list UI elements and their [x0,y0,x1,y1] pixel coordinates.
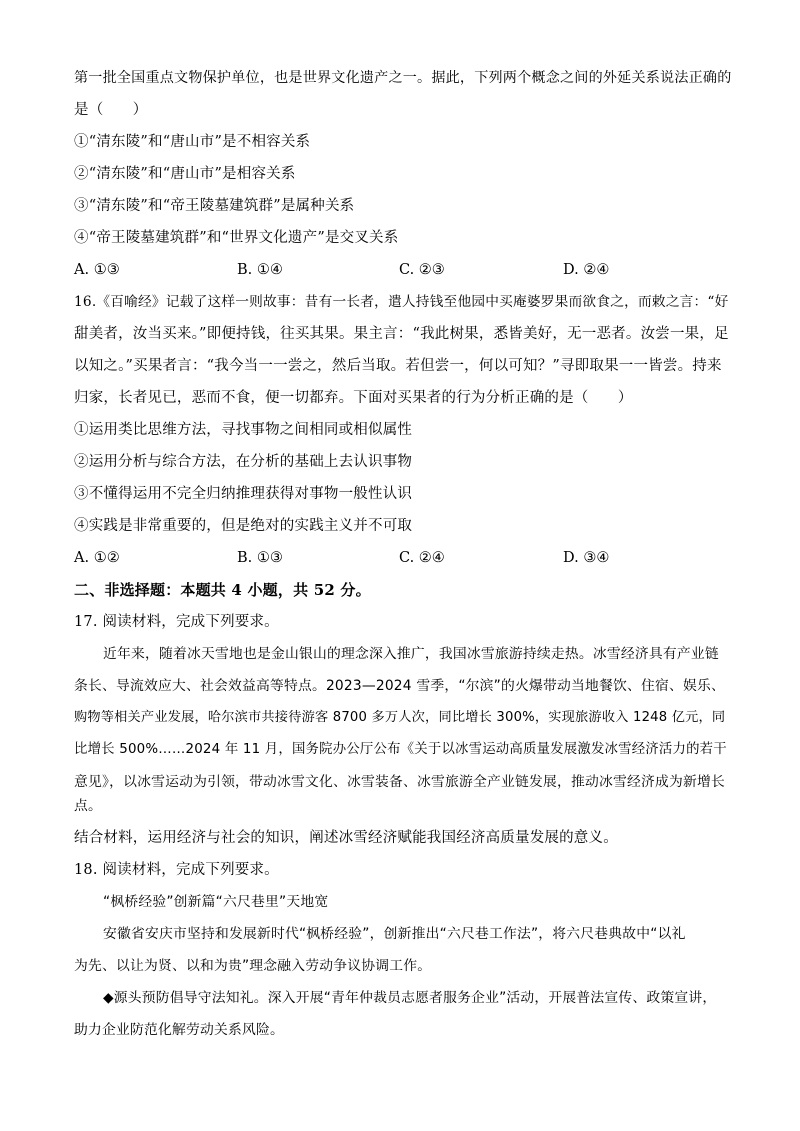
q15-option-c: C. ②③ [399,262,445,278]
q16-option-a: A. ①② [74,550,120,566]
q16-stem-line-4: 归家，长者见已，恶而不食，便一切都弃。下面对买果者的行为分析正确的是（ ） [74,390,633,406]
q15-intro-line-1: 第一批全国重点文物保护单位，也是世界文化遗产之一。据此，下列两个概念之间的外延关系说法正确的 [74,70,732,86]
q18-title: 18. 阅读材料，完成下列要求。 [74,862,279,878]
q16-option-b: B. ①③ [237,550,283,566]
q16-item-4: ④实践是非常重要的，但是绝对的实践主义并不可取 [74,518,413,534]
q16-item-1: ①运用类比思维方法，寻找事物之间相同或相似属性 [74,422,413,438]
q15-item-3: ③“清东陵”和“帝王陵墓建筑群”是属种关系 [74,198,355,214]
q17-material-line-6: 点。 [74,798,102,814]
q18-para1-line-2: 为先、以让为贤、以和为贵”理念融入劳动争议协调工作。 [74,958,432,974]
q17-material-line-4: 比增长 500%……2024 年 11 月，国务院办公厅公布《关于以冰雪运动高质量发展激发冰雪经济活力的若干 [74,742,727,757]
q16-stem-line-3: 以知之。”买果者言：“我今当一一尝之，然后当取。若但尝一，何以可知？”寻即取果一一皆尝。持来 [74,358,722,374]
q15-option-b: B. ①④ [237,262,283,278]
q18-para1-line-1: 安徽省安庆市坚持和发展新时代“枫桥经验”，创新推出“六尺巷工作法”，将六尺巷典故中“以礼 [103,926,686,942]
q15-item-1: ①“清东陵”和“唐山市”是不相容关系 [74,134,311,150]
q17-material-line-1: 近年来，随着冰天雪地也是金山银山的理念深入推广，我国冰雪旅游持续走热。冰雪经济具有产业链 [103,646,719,662]
q15-intro-line-2: 是（ ） [74,102,148,118]
q16-option-c: C. ②④ [399,550,445,566]
q18-headline: “枫桥经验”创新篇“六尺巷里”天地宽 [103,894,329,910]
q15-item-2: ②“清东陵”和“唐山市”是相容关系 [74,166,296,182]
q15-item-4: ④“帝王陵墓建筑群”和“世界文化遗产”是交叉关系 [74,230,399,246]
q15-option-d: D. ②④ [563,262,610,278]
q17-question: 结合材料，运用经济与社会的知识，阐述冰雪经济赋能我国经济高质量发展的意义。 [74,830,618,846]
q18-para2-line-1: ◆源头预防倡导守法知礼。深入开展“青年仲裁员志愿者服务企业”活动，开展普法宣传、政策宣讲， [103,990,717,1006]
q15-option-a: A. ①③ [74,262,120,278]
q17-material-line-5: 意见》，以冰雪运动为引领，带动冰雪文化、冰雪装备、冰雪旅游全产业链发展，推动冰雪经济成为新增长 [74,774,725,790]
q16-item-3: ③不懂得运用不完全归纳推理获得对事物一般性认识 [74,486,413,502]
q17-material-line-2: 条长、导流效应大、社会效益高等特点。2023—2024 雪季，“尔滨”的火爆带动当地餐饮、住宿、娱乐、 [74,678,725,694]
q16-stem-line-2: 甜美者，汝当买来。”即便持钱，往买其果。果主言：“我此树果，悉皆美好，无一恶者。汝尝一果，足 [74,326,729,342]
q16-stem-line-1: 16.《百喻经》记载了这样一则故事：昔有一长者，遣人持钱至他园中买庵婆罗果而欲食之，而敕之言：“好 [74,294,729,310]
q17-title: 17. 阅读材料，完成下列要求。 [74,614,279,630]
section-heading: 二、非选择题：本题共 4 小题，共 52 分。 [74,581,371,599]
q16-item-2: ②运用分析与综合方法，在分析的基础上去认识事物 [74,454,413,470]
q16-option-d: D. ③④ [563,550,610,566]
q17-material-line-3: 购物等相关产业发展，哈尔滨市共接待游客 8700 多万人次，同比增长 300%，实现旅游收入 1248 亿元，同 [74,710,726,725]
q18-para2-line-2: 助力企业防范化解劳动关系风险。 [74,1022,284,1038]
